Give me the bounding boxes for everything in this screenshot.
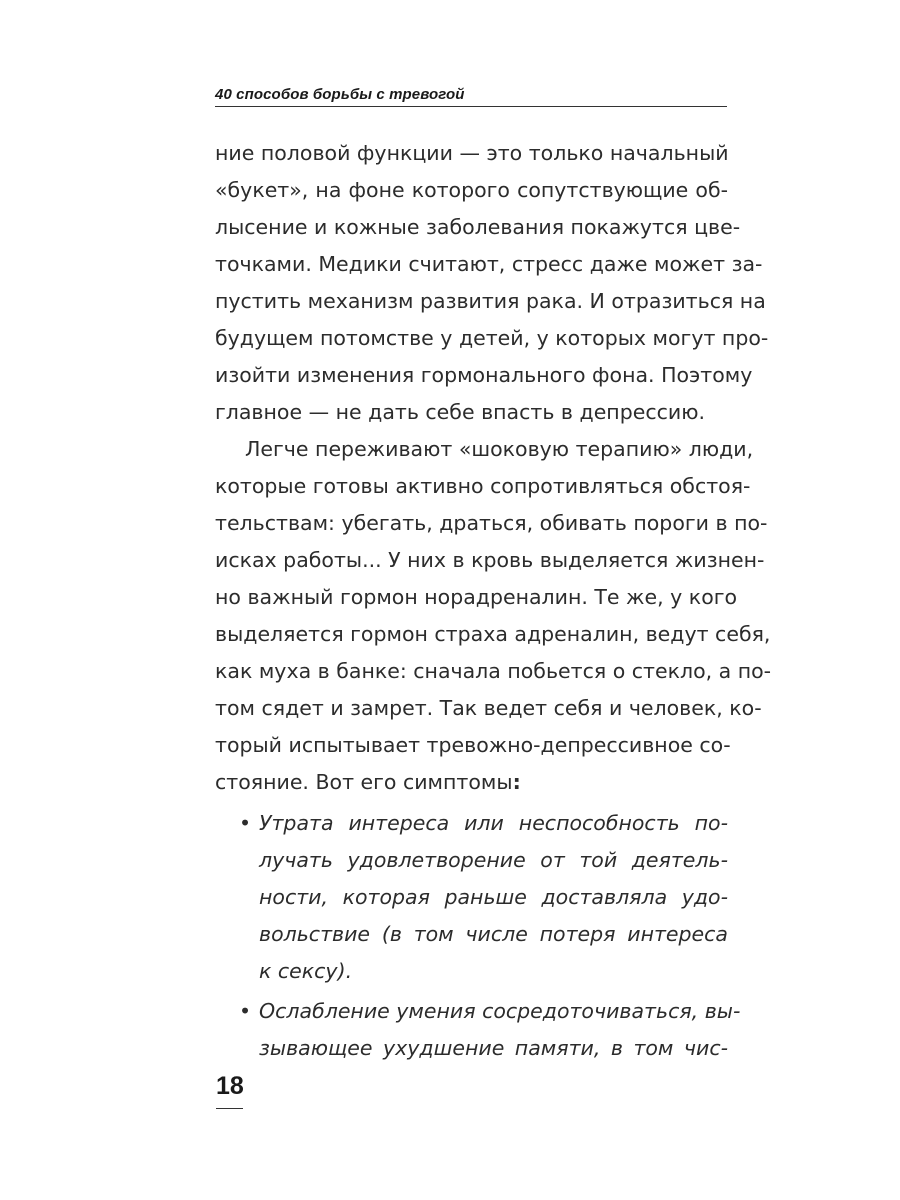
text-line: лучать удовлетворение от той деятель- xyxy=(259,848,728,872)
trailing-colon: : xyxy=(512,770,521,794)
text-line: как муха в банке: сначала побьется о стекло, а по- xyxy=(215,659,772,683)
text-line xyxy=(215,764,728,801)
paragraph-1 xyxy=(215,135,769,431)
text-line: тельствам: убегать, драться, обивать пороги в по- xyxy=(215,511,768,535)
text-line: ности, которая раньше доставляла удо- xyxy=(259,885,728,909)
text-line: которые готовы активно сопротивляться обстоя- xyxy=(215,474,751,498)
text-line: главное — не дать себе впасть в депрессию. xyxy=(215,400,705,424)
text-line: ние половой функции — это только начальный xyxy=(215,141,729,165)
text-line: точками. Медики считают, стресс даже может за- xyxy=(215,252,763,276)
bullet-marker: • xyxy=(239,999,252,1023)
page-number: 18 xyxy=(216,1072,244,1100)
text-line: Легче переживают «шоковую терапию» люди, xyxy=(245,437,754,461)
text-line: Ослабление умения сосредоточиваться, вы- xyxy=(259,999,741,1023)
text-line: выделяется гормон страха адреналин, ведут себя, xyxy=(215,622,771,646)
page-number-rule xyxy=(216,1108,243,1109)
text-line: исках работы... У них в кровь выделяется жизнен- xyxy=(215,548,765,572)
list-item xyxy=(215,805,728,990)
text-line: том сядет и замрет. Так ведет себя и человек, ко- xyxy=(215,696,762,720)
text-line: лысение и кожные заболевания покажутся цве- xyxy=(215,215,741,239)
bullet-marker: • xyxy=(239,811,252,835)
page-body xyxy=(215,135,772,1070)
text-line: к сексу). xyxy=(259,959,353,983)
text-line-content: стояние. Вот его симптомы xyxy=(215,770,513,794)
text-line: торый испытывает тревожно-депрессивное со- xyxy=(215,733,731,757)
symptoms-list xyxy=(215,805,741,1067)
text-line: зывающее ухудшение памяти, в том чис- xyxy=(259,1036,728,1060)
text-line: Утрата интереса или неспособность по- xyxy=(259,811,728,835)
text-line: будущем потомстве у детей, у которых могут про- xyxy=(215,326,769,350)
text-line: изойти изменения гормонального фона. Поэтому xyxy=(215,363,753,387)
text-line: вольствие (в том числе потеря интереса xyxy=(259,922,728,946)
text-line: но важный гормон норадреналин. Те же, у кого xyxy=(215,585,738,609)
text-line: «букет», на фоне которого сопутствующие об- xyxy=(215,178,728,202)
list-item xyxy=(215,993,741,1067)
running-header: 40 способов борьбы с тревогой xyxy=(215,86,727,107)
paragraph-2 xyxy=(215,431,772,801)
text-line: пустить механизм развития рака. И отразиться на xyxy=(215,289,766,313)
